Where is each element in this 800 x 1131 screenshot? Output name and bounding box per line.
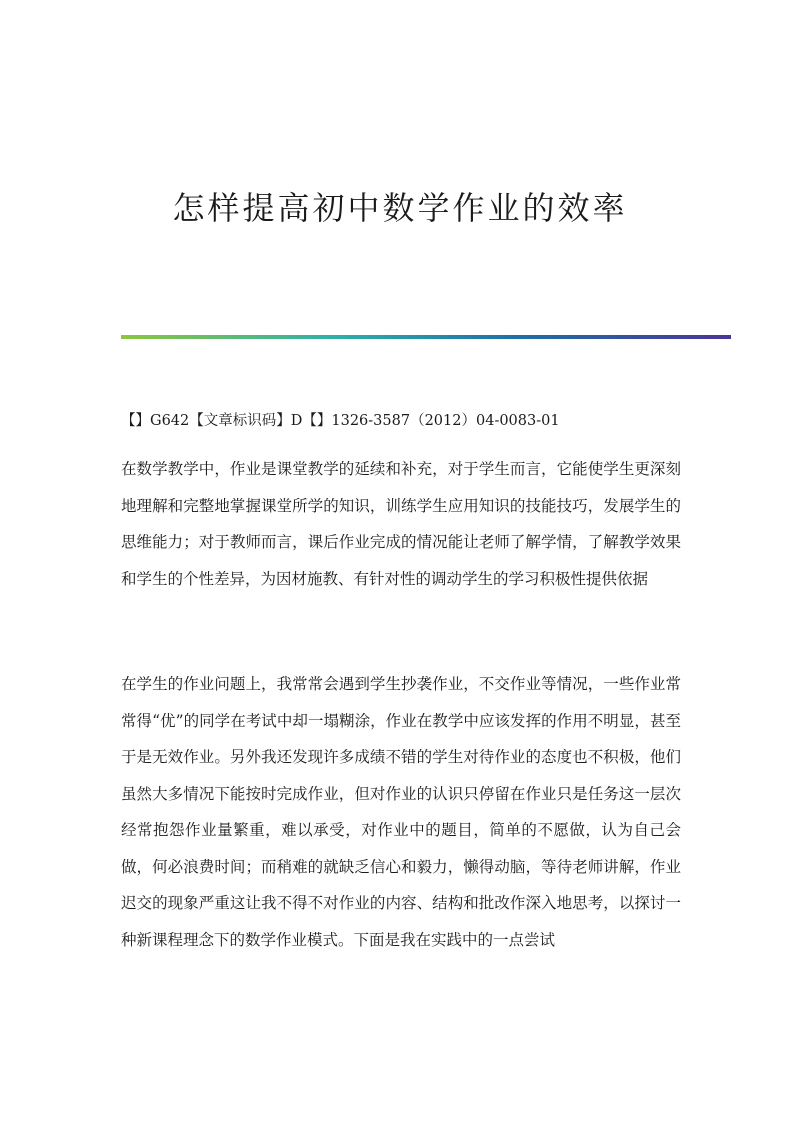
gradient-divider — [121, 335, 731, 339]
body-paragraph-2: 在学生的作业问题上，我常常会遇到学生抄袭作业，不交作业等情况，一些作业常常得“优”的同学在考试中却一塌糊涂，作业在教学中应该发挥的作用不明显，甚至于是无效作业。另外我还发现许多成绩不错的学生对待作业的态度也不积极，他们虽然大多情况下能按时完成作业，但对作业的认识只停留在作业只是任务这一层次经常抱怨作业量繁重，难以承受，对作业中的题目，简单的不愿做，认为自己会做，何必浪费时间；而稍难的就缺乏信心和毅力，懒得动脑，等待老师讲解，作业迟交的现象严重这让我不得不对作业的内容、结构和批改作深入地思考，以探讨一种新课程理念下的数学作业模式。下面是我在实践中的一点尝试 — [121, 675, 681, 949]
classification-line: 【】G642【文章标识码】D【】1326-3587（2012）04-0083-01 — [121, 413, 560, 429]
body-paragraph-1: 在数学教学中，作业是课堂教学的延续和补充，对于学生而言，它能使学生更深刻地理解和完整地掌握课堂所学的知识，训练学生应用知识的技能技巧，发展学生的思维能力；对于教师而言，课后作业完成的情况能让老师了解学情，了解教学效果和学生的个性差异，为因材施教、有针对性的调动学生的学习积极性提供依据 — [121, 460, 681, 588]
document-title: 怎样提高初中数学作业的效率 — [172, 189, 628, 227]
